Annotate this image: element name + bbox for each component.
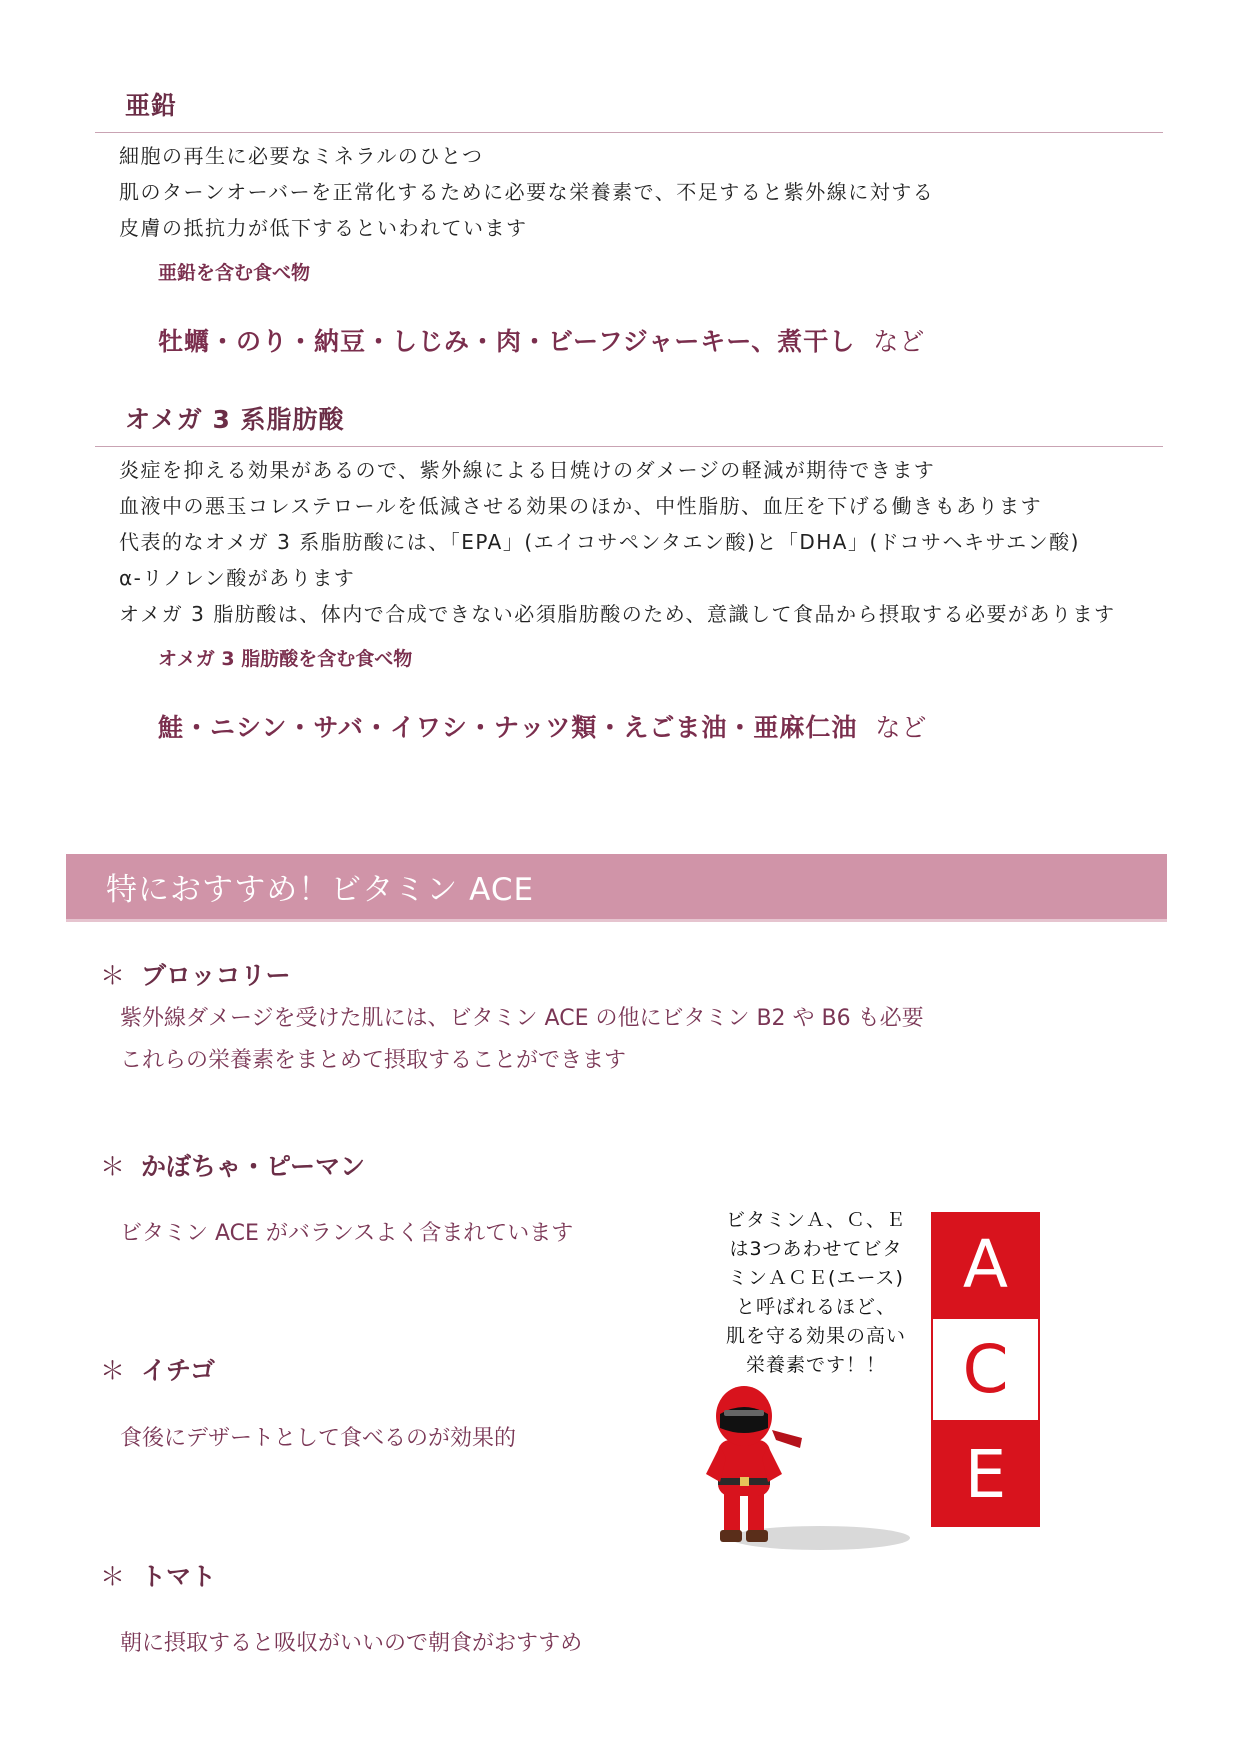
ace-letters-panel bbox=[931, 1212, 1040, 1527]
item-broccoli-line-1: 紫外線ダメージを受けた肌には、ビタミン ACE の他にビタミン B2 や B6 も必要 bbox=[120, 1006, 924, 1031]
omega-line-4: α-リノレン酸があります bbox=[119, 566, 356, 590]
omega-line-1: 炎症を抑える効果があるので、紫外線による日焼けのダメージの軽減が期待できます bbox=[119, 458, 936, 482]
omega-foods: 鮭・ニシン・サバ・イワシ・ナッツ類・えごま油・亜麻仁油 bbox=[158, 713, 858, 742]
omega-foods-label: オメガ 3 脂肪酸を含む食べ物 bbox=[158, 648, 413, 670]
item-strawberry-title: ＊ イチゴ bbox=[100, 1351, 215, 1387]
zinc-foods-suffix: など bbox=[873, 327, 926, 356]
item-broccoli-title: ＊ ブロッコリー bbox=[100, 956, 291, 992]
zinc-foods: 牡蠣・のり・納豆・しじみ・肉・ビーフジャーキー、煮干し bbox=[158, 327, 856, 356]
asterisk-icon: ＊ bbox=[100, 1152, 126, 1181]
zinc-line-2: 肌のターンオーバーを正常化するために必要な栄養素で、不足すると紫外線に対する bbox=[119, 180, 935, 204]
ace-letter-e: E bbox=[931, 1422, 1040, 1527]
zinc-line-1: 細胞の再生に必要なミネラルのひとつ bbox=[119, 144, 484, 168]
item-pumpkin-title: ＊ かぼちゃ・ピーマン bbox=[100, 1147, 365, 1183]
omega-title: オメガ 3 系脂肪酸 bbox=[125, 405, 345, 434]
omega-foods-suffix: など bbox=[875, 713, 928, 742]
item-tomato-line-1: 朝に摂取すると吸収がいいので朝食がおすすめ bbox=[120, 1631, 583, 1656]
zinc-title: 亜鉛 bbox=[125, 91, 178, 120]
asterisk-icon: ＊ bbox=[100, 1562, 126, 1591]
item-tomato-title: ＊ トマト bbox=[100, 1557, 216, 1593]
omega-line-5: オメガ 3 脂肪酸は、体内で合成できない必須脂肪酸のため、意識して食品から摂取する必要があります bbox=[119, 602, 1116, 626]
speech-bubble-text: ビタミンＡ、Ｃ、Ｅ は3つあわせてビタ ミンＡＣＥ(エース) と呼ばれるほど、 肌を守る効果の高い 栄養素です！！ bbox=[725, 1209, 906, 1376]
omega-foods-list bbox=[158, 708, 927, 744]
omega-line-2: 血液中の悪玉コレステロールを低減させる効果のほか、中性脂肪、血圧を下げる働きもあります bbox=[119, 494, 1043, 518]
asterisk-icon: ＊ bbox=[100, 1356, 126, 1385]
asterisk-icon: ＊ bbox=[100, 961, 126, 990]
zinc-divider bbox=[95, 132, 1163, 133]
ace-letter-a: A bbox=[931, 1212, 1040, 1317]
omega-divider bbox=[95, 446, 1163, 447]
item-strawberry-line-1: 食後にデザートとして食べるのが効果的 bbox=[120, 1426, 517, 1451]
zinc-foods-label: 亜鉛を含む食べ物 bbox=[158, 262, 311, 284]
zinc-foods-list bbox=[158, 322, 925, 358]
omega-line-3: 代表的なオメガ 3 系脂肪酸には、「EPA」(エイコサペンタエン酸)と「DHA」(ドコサヘキサエン酸) bbox=[119, 530, 1080, 554]
vitamin-ace-banner bbox=[66, 854, 1167, 922]
ace-letter-c: C bbox=[931, 1317, 1040, 1422]
item-broccoli-line-2: これらの栄養素をまとめて摂取することができます bbox=[120, 1048, 627, 1073]
red-ranger-hero-icon bbox=[690, 1378, 920, 1558]
zinc-line-3: 皮膚の抵抗力が低下するといわれています bbox=[119, 216, 528, 240]
item-pumpkin-line-1: ビタミン ACE がバランスよく含まれています bbox=[120, 1221, 574, 1246]
banner-title: 特におすすめ！ビタミン ACE bbox=[106, 872, 535, 908]
